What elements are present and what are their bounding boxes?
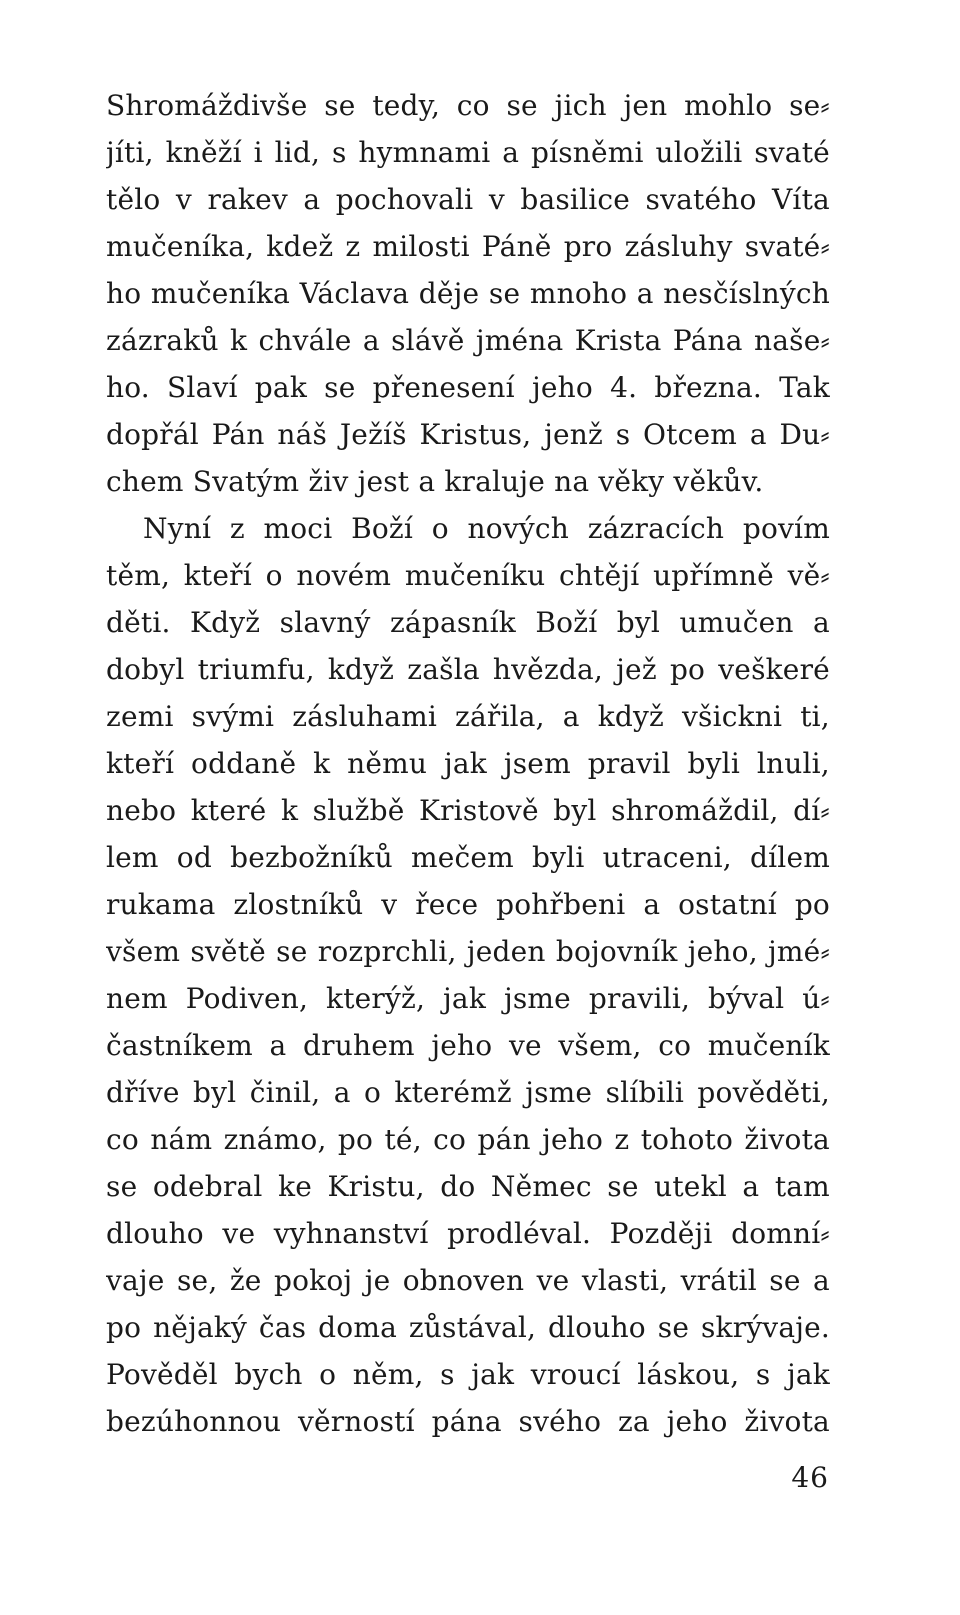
text-line: zemi svými zásluhami zářila, a když všickni ti, — [106, 700, 830, 733]
text-line: nebo které k službě Kristově byl shromáždil, dí⸗ — [106, 794, 830, 827]
text-line: po nějaký čas doma zůstával, dlouho se skrývaje. — [106, 1311, 830, 1344]
paragraph — [106, 505, 830, 1445]
text-line: mučeníka, kdež z milosti Páně pro zásluhy svaté⸗ — [106, 230, 830, 263]
text-line: Pověděl bych o něm, s jak vroucí láskou, s jak — [106, 1358, 830, 1391]
text-line: chem Svatým živ jest a kraluje na věky věkův. — [106, 465, 764, 498]
text-line: Shromáždivše se tedy, co se jich jen mohlo se⸗ — [106, 89, 830, 122]
text-line: nem Podiven, kterýž, jak jsme pravili, býval ú⸗ — [106, 982, 830, 1015]
text-line: rukama zlostníků v řece pohřbeni a ostatní po — [106, 888, 830, 921]
text-line: zázraků k chvále a slávě jména Krista Pána naše⸗ — [106, 324, 830, 357]
text-line: kteří oddaně k němu jak jsem pravil byli lnuli, — [106, 747, 830, 780]
text-line: lem od bezbožníků mečem byli utraceni, dílem — [106, 841, 830, 874]
text-line: Nyní z moci Boží o nových zázracích povím — [143, 512, 830, 545]
paragraph — [106, 82, 830, 505]
text-line: co nám známo, po té, co pán jeho z tohoto života — [106, 1123, 830, 1156]
text-line: vaje se, že pokoj je obnoven ve vlasti, vrátil se a — [106, 1264, 830, 1297]
text-line: dlouho ve vyhnanství prodléval. Později domní⸗ — [106, 1217, 830, 1250]
text-line: dopřál Pán náš Ježíš Kristus, jenž s Otcem a Du⸗ — [106, 418, 830, 451]
text-line: těm, kteří o novém mučeníku chtějí upřímně vě⸗ — [106, 559, 830, 592]
text-line: bezúhonnou věrností pána svého za jeho života — [106, 1405, 830, 1438]
text-line: dříve byl činil, a o kterémž jsme slíbili pověděti, — [106, 1076, 830, 1109]
text-line: ho mučeníka Václava děje se mnoho a nesčíslných — [106, 277, 830, 310]
text-line: tělo v rakev a pochovali v basilice svatého Víta — [106, 183, 830, 216]
text-line: častníkem a druhem jeho ve všem, co mučeník — [106, 1029, 830, 1062]
text-line: se odebral ke Kristu, do Němec se utekl a tam — [106, 1170, 830, 1203]
page-number: 46 — [791, 1461, 829, 1494]
text-line: ho. Slaví pak se přenesení jeho 4. března. Tak — [106, 371, 830, 404]
text-line: dobyl triumfu, když zašla hvězda, jež po veškeré — [106, 653, 830, 686]
page-text — [106, 82, 830, 1445]
text-line: všem světě se rozprchli, jeden bojovník jeho, jmé⸗ — [106, 935, 830, 968]
text-line: děti. Když slavný zápasník Boží byl umučen a — [106, 606, 830, 639]
text-line: jíti, kněží i lid, s hymnami a písněmi uložili svaté — [106, 136, 830, 169]
